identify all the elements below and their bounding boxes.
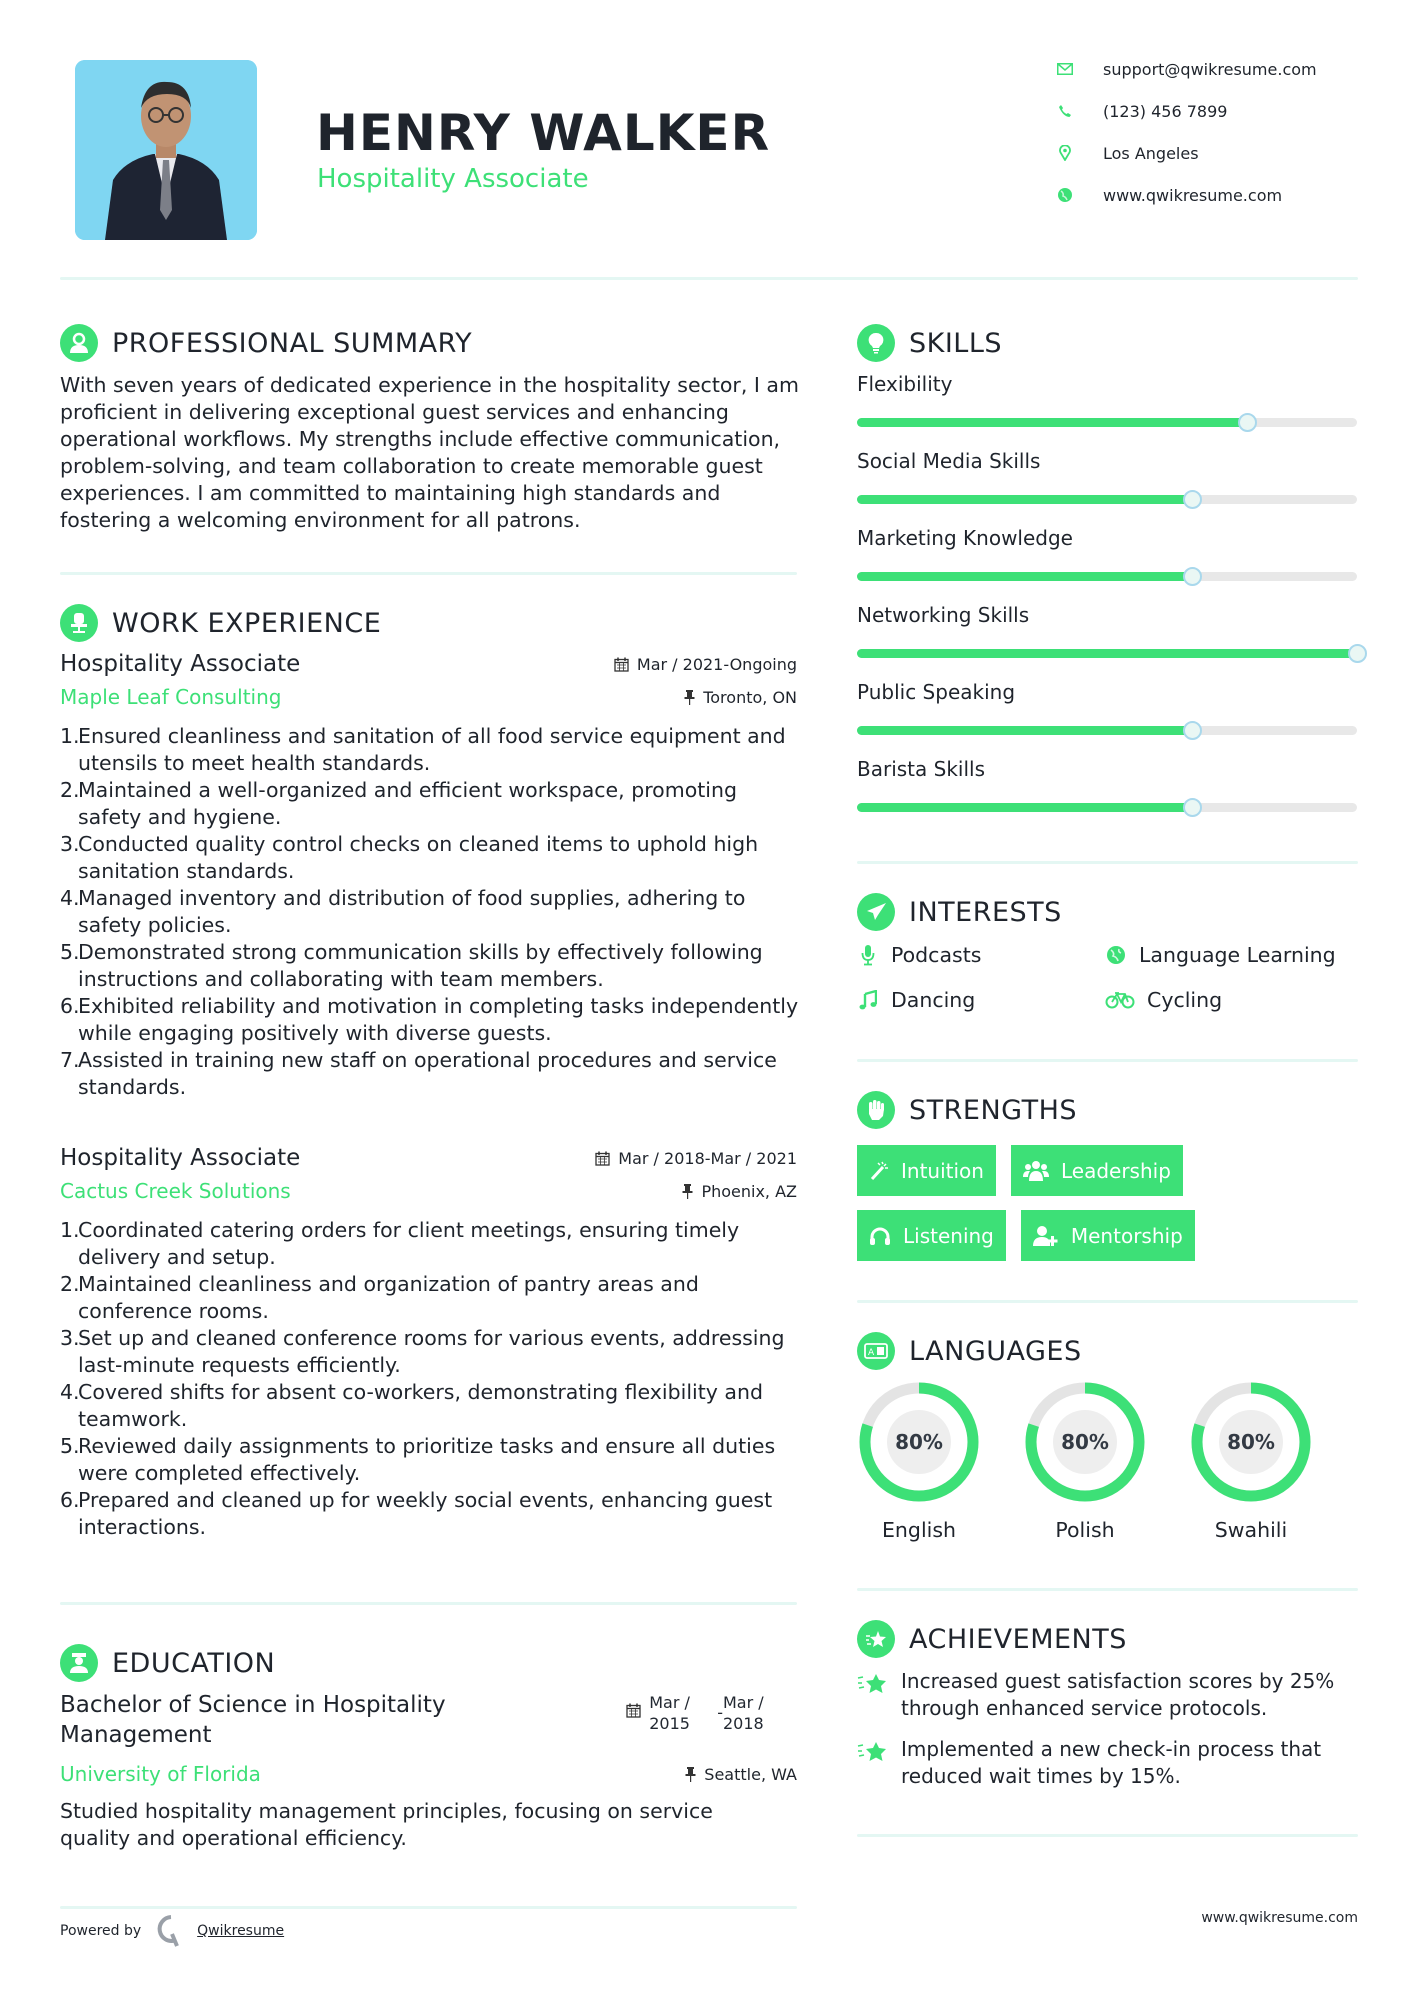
skill-item: Social Media Skills — [857, 449, 1357, 526]
translate-icon — [857, 1332, 895, 1370]
languages-divider — [857, 1588, 1358, 1591]
map-pin-icon — [1055, 143, 1075, 163]
person-portrait-icon — [75, 60, 257, 240]
job-title: Hospitality Associate — [60, 651, 301, 677]
skill-slider-knob — [1183, 490, 1202, 509]
summary-heading: PROFESSIONAL SUMMARY — [60, 324, 472, 362]
skill-bar — [857, 572, 1357, 581]
contact-location — [1055, 143, 1375, 163]
contact-website[interactable] — [1055, 185, 1375, 205]
users-icon — [1023, 1160, 1049, 1182]
profile-photo — [75, 60, 257, 240]
education-entry — [60, 1690, 797, 1852]
job-dates: Mar / 2021-Ongoing — [614, 655, 797, 674]
calendar-icon — [595, 1151, 610, 1166]
website-text: www.qwikresume.com — [1103, 185, 1283, 205]
qwikresume-logo-icon — [155, 1914, 187, 1948]
skills-divider — [857, 861, 1358, 864]
interests-divider — [857, 1059, 1358, 1062]
skill-slider-knob — [1348, 644, 1367, 663]
email-text: support@qwikresume.com — [1103, 59, 1317, 79]
languages-heading: A LANGUAGES — [857, 1332, 1082, 1370]
phone-icon — [1055, 101, 1075, 121]
company-name: Cactus Creek Solutions — [60, 1179, 291, 1203]
job-dates: Mar / 2018-Mar / 2021 — [595, 1149, 797, 1168]
strength-tag: Intuition — [857, 1145, 996, 1196]
globe-icon — [1105, 945, 1127, 965]
skill-item: Marketing Knowledge — [857, 526, 1357, 603]
office-chair-icon — [60, 604, 98, 642]
language-progress-ring: 80% — [1023, 1380, 1147, 1504]
strengths-heading: STRENGTHS — [857, 1091, 1077, 1129]
skill-slider-knob — [1183, 721, 1202, 740]
school-name: University of Florida — [60, 1762, 261, 1786]
job-location: Phoenix, AZ — [682, 1182, 797, 1201]
interest-item: Language Learning — [1105, 943, 1336, 967]
music-note-icon — [857, 990, 879, 1010]
lightbulb-icon — [857, 324, 895, 362]
job-title: Hospitality Associate — [60, 1145, 301, 1171]
degree-title: Bachelor of Science in Hospitality Management — [60, 1692, 446, 1748]
bullet-item: 2. Maintained cleanliness and organization of pantry areas and conference rooms. — [60, 1272, 699, 1323]
strengths-tags — [857, 1145, 1377, 1261]
envelope-icon — [1055, 59, 1075, 79]
magic-wand-icon — [869, 1161, 889, 1181]
svg-text:A: A — [868, 1348, 875, 1358]
bicycle-icon — [1105, 991, 1135, 1009]
interest-item: Cycling — [1105, 988, 1222, 1012]
calendar-icon — [614, 657, 629, 672]
experience-heading: WORK EXPERIENCE — [60, 604, 381, 642]
shooting-star-icon — [857, 1740, 887, 1790]
experience-divider — [60, 1602, 797, 1605]
footer-divider — [60, 1906, 797, 1909]
pushpin-icon — [685, 1767, 696, 1782]
microphone-icon — [857, 944, 879, 966]
job-bullets — [60, 723, 805, 1101]
achievements-heading: ACHIEVEMENTS — [857, 1620, 1127, 1658]
bullet-item: 2. Maintained a well-organized and efficient workspace, promoting safety and hygiene. — [60, 778, 737, 829]
qwikresume-link[interactable]: Qwikresume — [197, 1923, 285, 1939]
education-location: Seattle, WA — [685, 1765, 797, 1784]
user-plus-icon — [1033, 1225, 1059, 1247]
pushpin-icon — [684, 690, 695, 705]
header-divider — [60, 277, 1358, 280]
contact-email[interactable] — [1055, 59, 1375, 79]
job-entry — [60, 651, 797, 1101]
skill-bar — [857, 418, 1357, 427]
bullet-item: 6. Exhibited reliability and motivation in completing tasks independently while engaging positively with diverse guests. — [60, 994, 799, 1045]
skill-slider-knob — [1183, 567, 1202, 586]
bullet-item: 5. Reviewed daily assignments to prioritize tasks and ensure all duties were completed effectively. — [60, 1434, 776, 1485]
education-description: Studied hospitality management principles, focusing on service quality and operational efficiency. — [60, 1799, 713, 1850]
language-progress-ring: 80% — [857, 1380, 981, 1504]
bullet-item: 5. Demonstrated strong communication skills by effectively following instructions and collaborating with team members. — [60, 940, 763, 991]
education-heading: EDUCATION — [60, 1644, 275, 1682]
calendar-icon — [626, 1703, 641, 1718]
achievements-list — [857, 1668, 1357, 1790]
interests-heading: INTERESTS — [857, 893, 1062, 931]
strength-tag: Listening — [857, 1210, 1006, 1261]
user-icon — [60, 324, 98, 362]
bullet-item: 4. Managed inventory and distribution of food supplies, adhering to safety policies. — [60, 886, 746, 937]
bullet-item: 6. Prepared and cleaned up for weekly social events, enhancing guest interactions. — [60, 1488, 773, 1539]
bullet-item: 3. Conducted quality control checks on cleaned items to uphold high sanitation standards. — [60, 832, 759, 883]
skill-bar — [857, 495, 1357, 504]
graduate-icon — [60, 1644, 98, 1682]
pushpin-icon — [682, 1184, 693, 1199]
language-item: 80% Polish — [1023, 1380, 1147, 1542]
footer-powered-by: Powered by Qwikresume — [60, 1914, 284, 1948]
strength-tag: Mentorship — [1021, 1210, 1195, 1261]
company-name: Maple Leaf Consulting — [60, 685, 282, 709]
skill-item: Public Speaking — [857, 680, 1357, 757]
phone-text: (123) 456 7899 — [1103, 101, 1228, 121]
bullet-item: 1. Ensured cleanliness and sanitation of all food service equipment and utensils to meet health standards. — [60, 724, 786, 775]
shooting-star-icon — [857, 1672, 887, 1722]
job-bullets — [60, 1217, 805, 1541]
job-location: Toronto, ON — [684, 688, 797, 707]
contact-phone[interactable] — [1055, 101, 1375, 121]
languages-list — [857, 1380, 1313, 1542]
bullet-item: 3. Set up and cleaned conference rooms for various events, addressing last-minute requests efficiently. — [60, 1326, 785, 1377]
interest-item: Podcasts — [857, 943, 981, 967]
paper-plane-icon — [857, 893, 895, 931]
achievements-divider — [857, 1834, 1358, 1837]
strength-tag: Leadership — [1011, 1145, 1183, 1196]
bullet-item: 4. Covered shifts for absent co-workers, demonstrating flexibility and teamwork. — [60, 1380, 763, 1431]
bullet-item: 7. Assisted in training new staff on operational procedures and service standards. — [60, 1048, 777, 1099]
achievement-item: Implemented a new check-in process that reduced wait times by 15%. — [857, 1736, 1357, 1790]
interest-item: Dancing — [857, 988, 975, 1012]
job-entry — [60, 1145, 797, 1541]
language-progress-ring: 80% — [1189, 1380, 1313, 1504]
summary-text: With seven years of dedicated experience in the hospitality sector, I am proficient in delivering exceptional guest services and enhancing operational workflows. My strengths include effective communication, problem-solving, and team collaboration to create memorable guest experiences. I am committed to maintaining high standards and fostering a welcoming environment for all patrons. — [60, 373, 799, 532]
candidate-title: Hospitality Associate — [317, 164, 589, 194]
star-badge-icon — [857, 1620, 895, 1658]
achievement-item: Increased guest satisfaction scores by 25% through enhanced service protocols. — [857, 1668, 1357, 1722]
strengths-divider — [857, 1300, 1358, 1303]
bullet-item: 1. Coordinated catering orders for client meetings, ensuring timely delivery and setup. — [60, 1218, 740, 1269]
skill-bar — [857, 649, 1357, 658]
candidate-name: HENRY WALKER — [316, 104, 771, 162]
globe-icon — [1055, 185, 1075, 205]
education-dates: Mar / 2015 - Mar / 2018 — [626, 1692, 767, 1750]
language-item: 80% English — [857, 1380, 981, 1542]
summary-divider — [60, 572, 797, 575]
footer-website-link[interactable]: www.qwikresume.com — [1201, 1910, 1358, 1926]
skill-bar — [857, 726, 1357, 735]
language-item: 80% Swahili — [1189, 1380, 1313, 1542]
skill-item: Flexibility — [857, 372, 1357, 449]
headphones-icon — [869, 1226, 891, 1246]
skill-bar — [857, 803, 1357, 812]
skill-item: Networking Skills — [857, 603, 1357, 680]
skill-item: Barista Skills — [857, 757, 1357, 834]
skills-heading: SKILLS — [857, 324, 1002, 362]
fist-icon — [857, 1091, 895, 1129]
skill-slider-knob — [1238, 413, 1257, 432]
location-text: Los Angeles — [1103, 143, 1199, 163]
skill-slider-knob — [1183, 798, 1202, 817]
skills-list — [857, 372, 1357, 834]
